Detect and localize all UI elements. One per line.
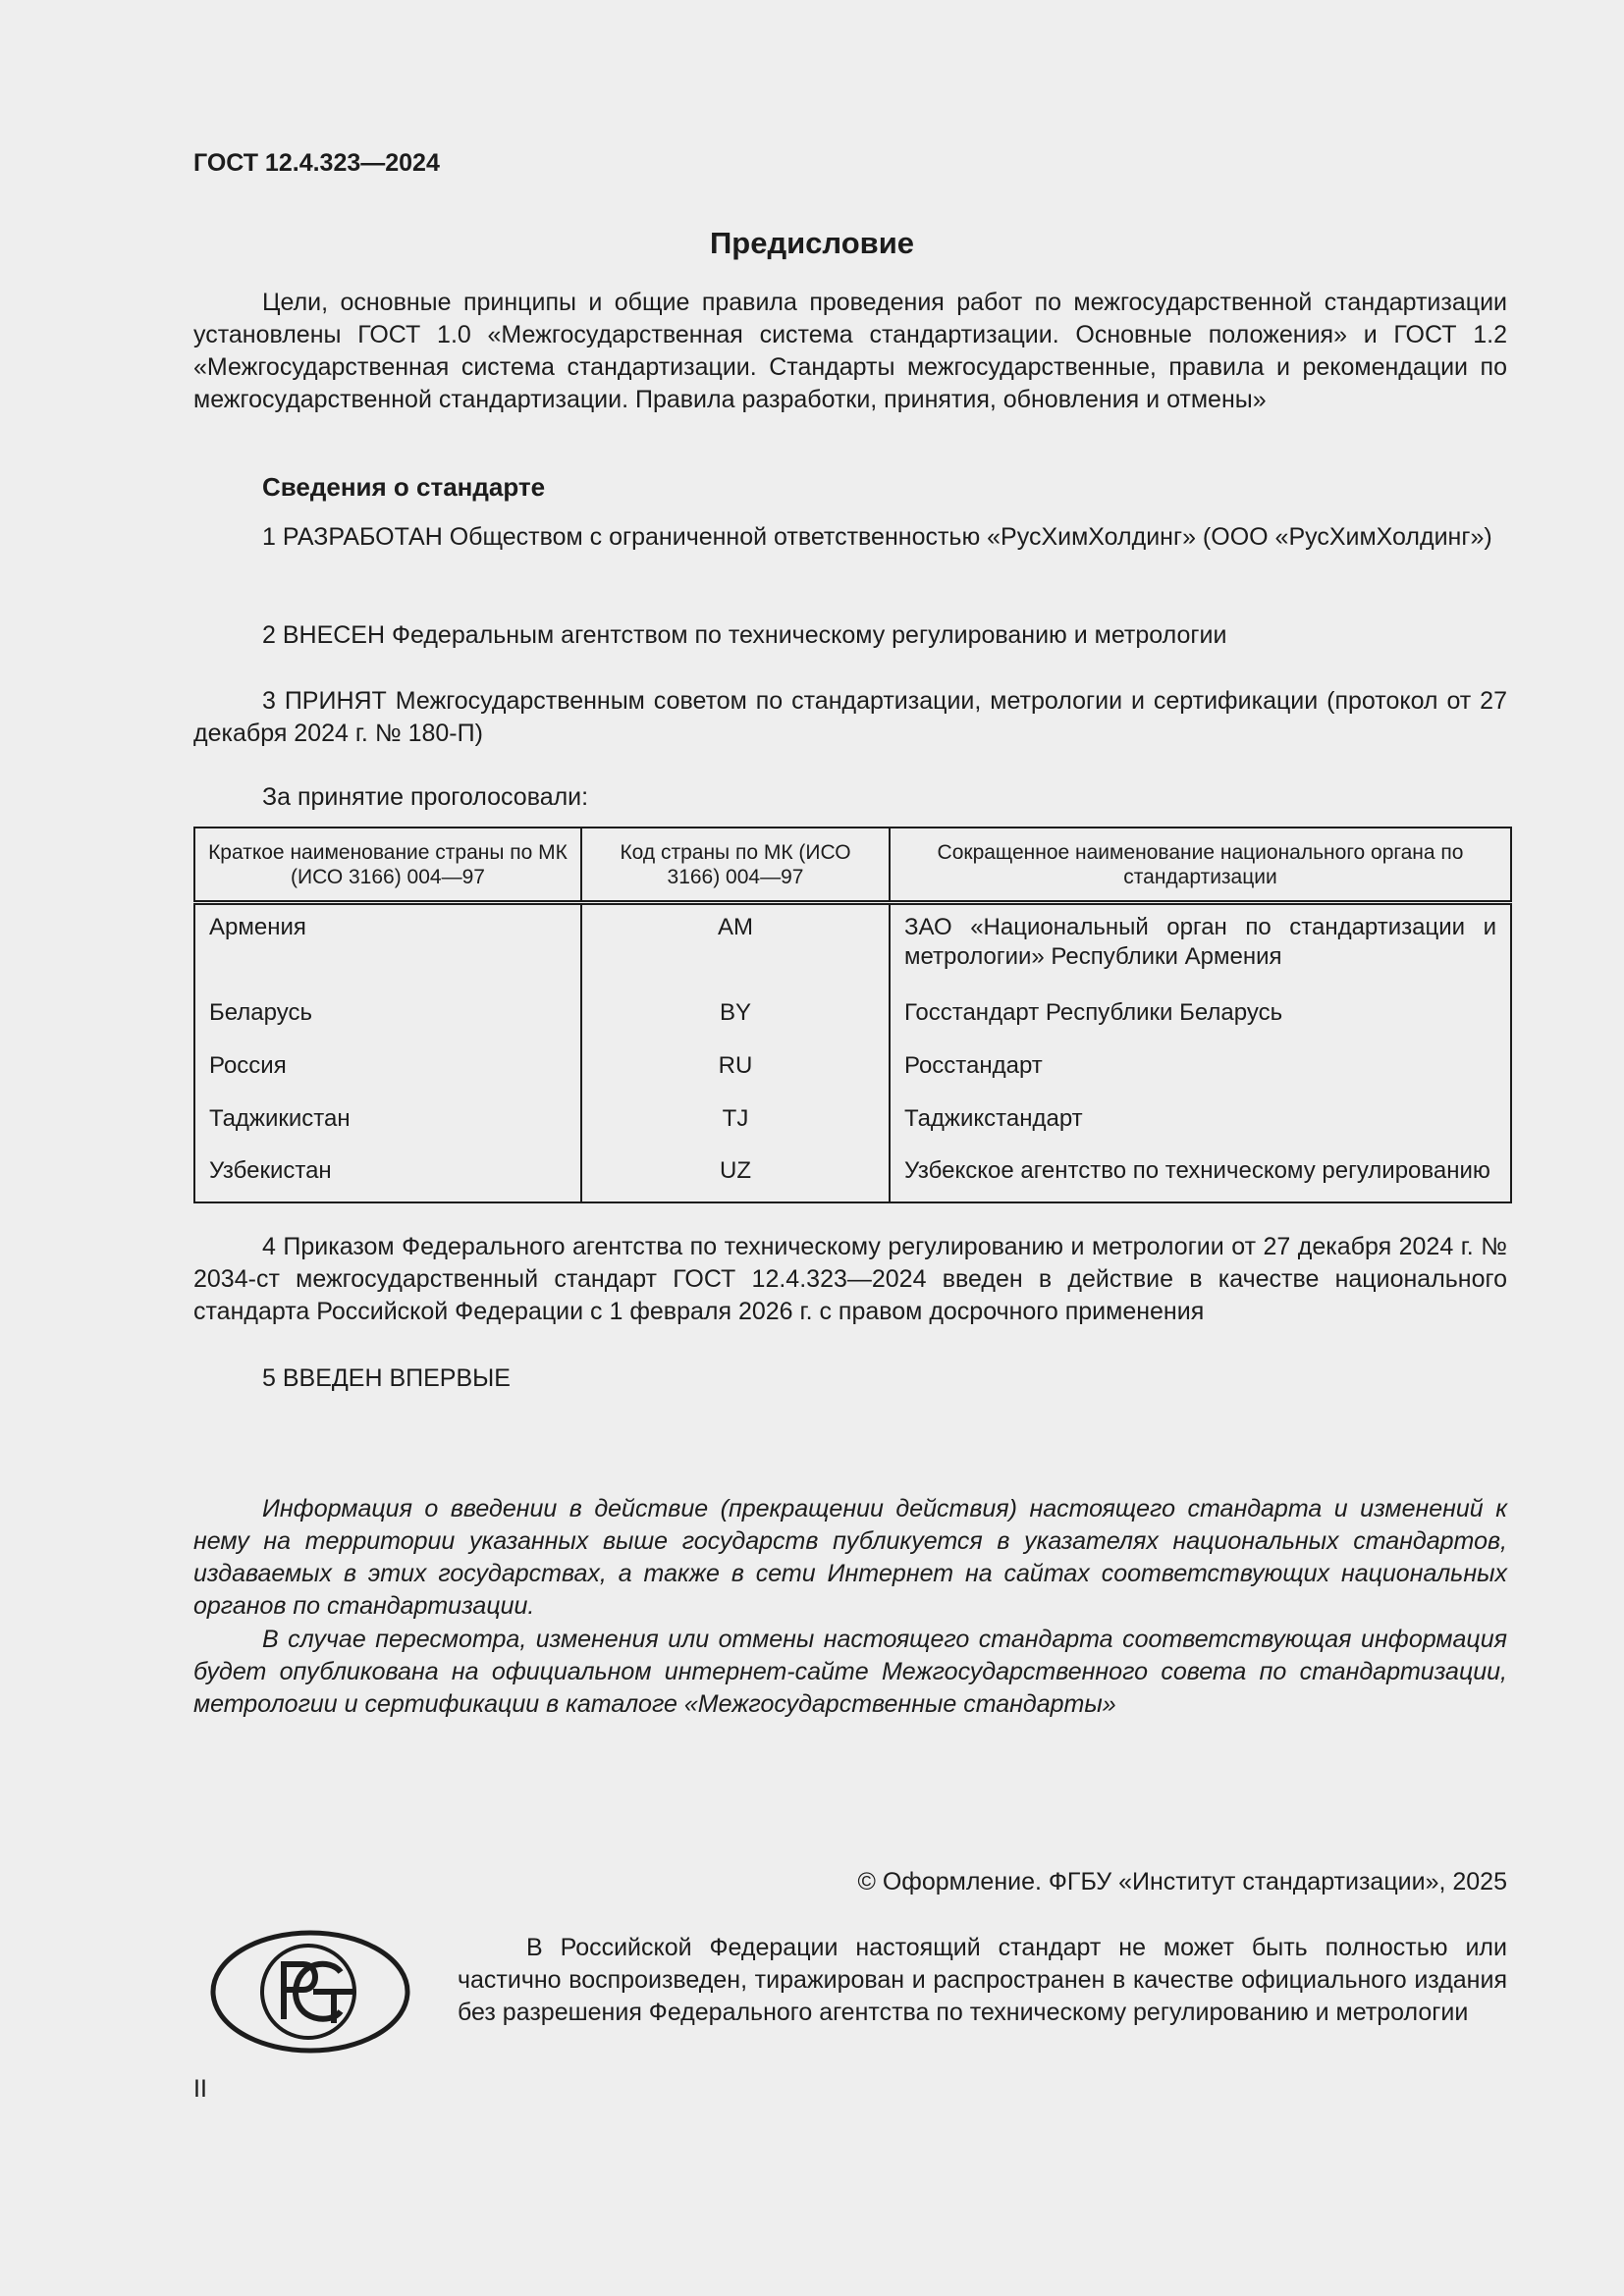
item-enacted: 4 Приказом Федерального агентства по техническому регулированию и метрологии от 27 декабря 2024 г. № 2034-ст межгосударственный стандарт ГОСТ 12.4.323—2024 введен в действие в качестве национального стандарта Российской Федерации с 1 февраля 2026 г. с правом досрочного применения	[193, 1233, 1507, 1325]
table-row	[194, 1043, 1511, 1096]
rights-notice: В Российской Федерации настоящий стандарт не может быть полностью или частично воспроизведен, тиражирован и распространен в качестве официального издания без разрешения Федерального агентства по техническому регулированию и метрологии	[458, 1934, 1507, 2026]
code-cell: AM	[581, 903, 890, 991]
table-row	[194, 1096, 1511, 1149]
table-row	[194, 990, 1511, 1043]
country-cell: Таджикистан	[194, 1096, 581, 1149]
column-header-body: Сокращенное наименование национального органа по стандартизации	[890, 828, 1511, 903]
page-title: Предисловие	[709, 226, 914, 260]
body-cell: Росстандарт	[890, 1043, 1511, 1096]
country-cell: Россия	[194, 1043, 581, 1096]
item-first-introduced: 5 ВВЕДЕН ВПЕРВЫЕ	[262, 1364, 511, 1392]
body-cell: Таджикстандарт	[890, 1096, 1511, 1149]
code-cell: TJ	[581, 1096, 890, 1149]
item-developed: 1 РАЗРАБОТАН Обществом с ограниченной ответственностью «РусХимХолдинг» (ООО «РусХимХолдинг»)	[262, 523, 1492, 551]
voted-label: За принятие проголосовали:	[262, 783, 589, 811]
document-code: ГОСТ 12.4.323—2024	[193, 149, 440, 177]
rst-certification-mark-icon	[209, 1929, 411, 2055]
code-cell: BY	[581, 990, 890, 1043]
intro-paragraph: Цели, основные принципы и общие правила проведения работ по межгосударственной стандартизации установлены ГОСТ 1.0 «Межгосударственная система стандартизации. Основные положения» и ГОСТ 1.2 «Межгосударственная система стандартизации. Стандарты межгосударственные, правила и рекомендации по межгосударственной стандартизации. Правила разработки, принятия, обновления и отмены»	[193, 289, 1507, 413]
item-submitted: 2 ВНЕСЕН Федеральным агентством по техническому регулированию и метрологии	[262, 621, 1227, 649]
country-cell: Узбекистан	[194, 1148, 581, 1202]
table-row	[194, 903, 1511, 991]
table-row	[194, 1148, 1511, 1202]
item-adopted: 3 ПРИНЯТ Межгосударственным советом по стандартизации, метрологии и сертификации (протокол от 27 декабря 2024 г. № 180-П)	[193, 687, 1507, 747]
body-cell: Узбекское агентство по техническому регулированию	[890, 1148, 1511, 1202]
table-header-row	[194, 828, 1511, 903]
body-cell: Госстандарт Республики Беларусь	[890, 990, 1511, 1043]
column-header-country: Краткое наименование страны по МК (ИСО 3166) 004—97	[194, 828, 581, 903]
voting-table	[193, 827, 1512, 1203]
column-header-code: Код страны по МК (ИСО 3166) 004—97	[581, 828, 890, 903]
copyright-line: © Оформление. ФГБУ «Институт стандартизации», 2025	[857, 1868, 1507, 1896]
country-cell: Армения	[194, 903, 581, 991]
info-heading: Сведения о стандарте	[262, 472, 546, 502]
code-cell: RU	[581, 1043, 890, 1096]
body-cell: ЗАО «Национальный орган по стандартизации и метрологии» Республики Армения	[890, 903, 1511, 991]
notice-paragraph-2: В случае пересмотра, изменения или отмены настоящего стандарта соответствующая информация будет опубликована на официальном интернет-сайте Межгосударственного совета по стандартизации, метрологии и сертификации в каталоге «Межгосударственные стандарты»	[193, 1626, 1507, 1718]
country-cell: Беларусь	[194, 990, 581, 1043]
notice-paragraph-1: Информация о введении в действие (прекращении действия) настоящего стандарта и изменений к нему на территории указанных выше государств публикуется в указателях национальных стандартов, издаваемых в этих государствах, а также в сети Интернет на сайтах соответствующих национальных органов по стандартизации.	[193, 1495, 1507, 1620]
code-cell: UZ	[581, 1148, 890, 1202]
page-number: II	[193, 2075, 207, 2103]
